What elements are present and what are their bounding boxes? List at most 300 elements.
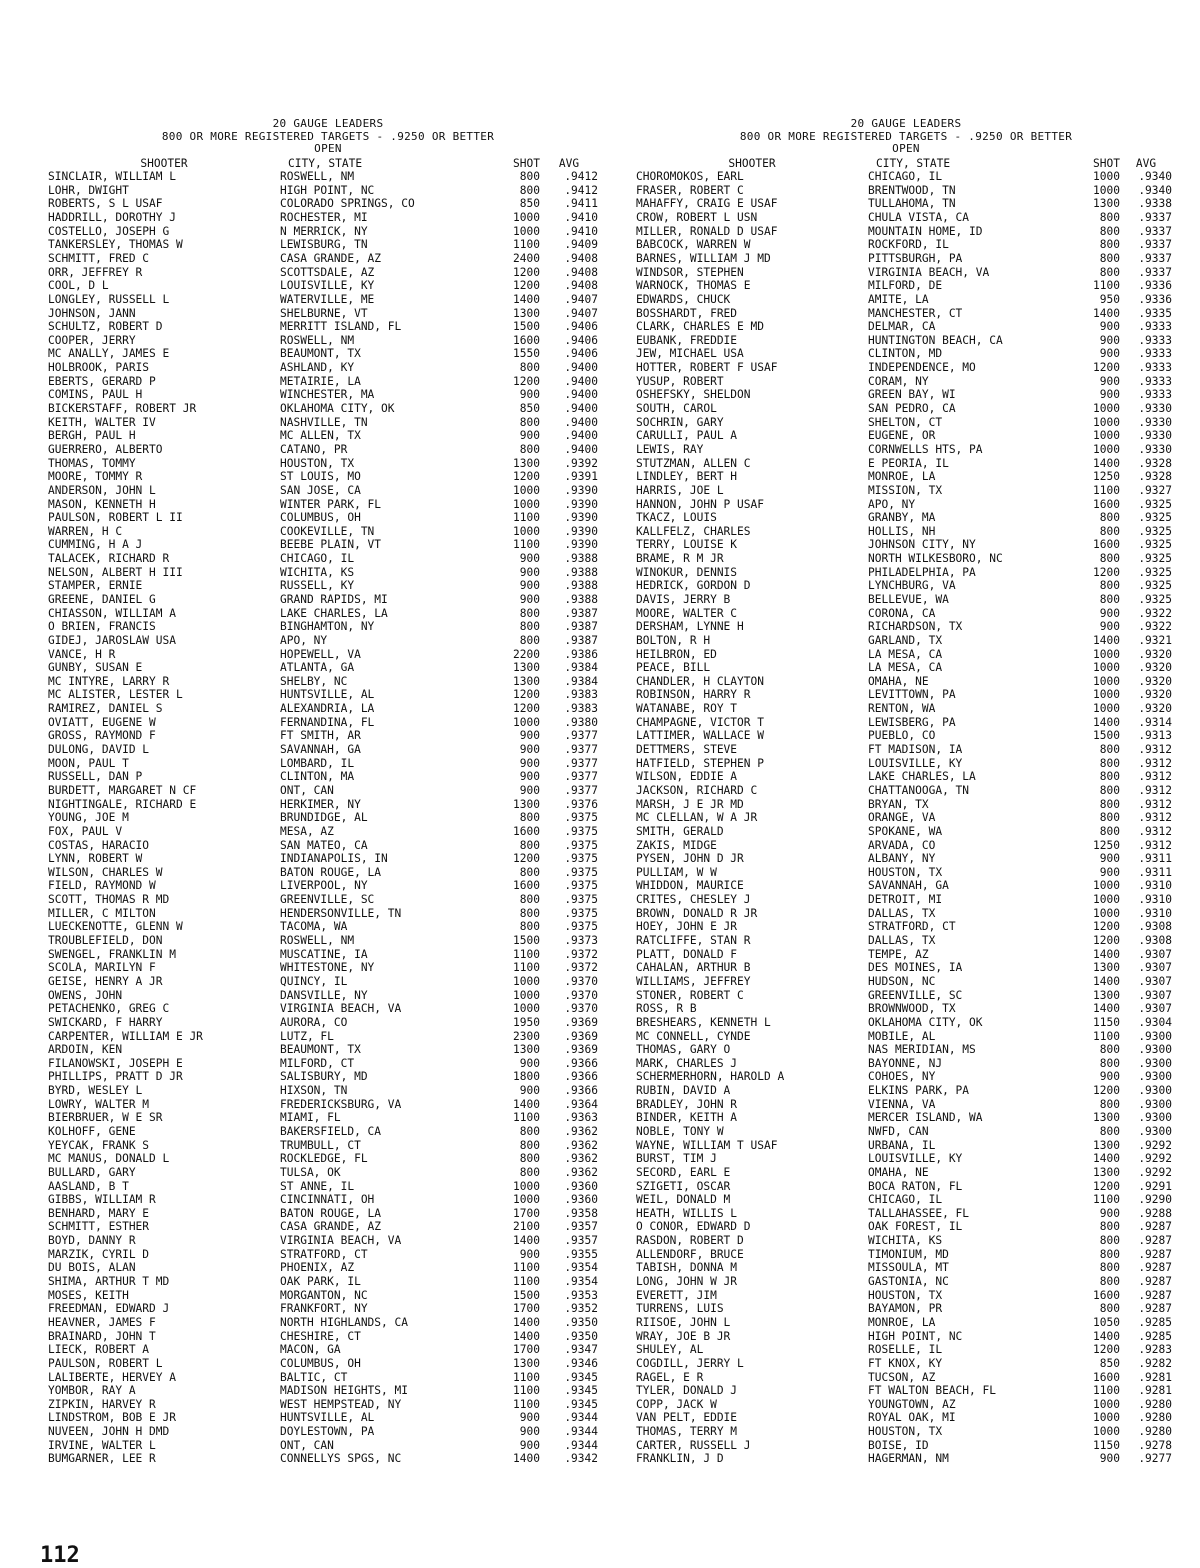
average: .9375: [564, 906, 598, 920]
shot-count: 900: [519, 1247, 540, 1261]
average: .9311: [1138, 865, 1172, 879]
city-state: CASA GRANDE, AZ: [280, 1220, 382, 1234]
table-row: [636, 457, 1176, 471]
table-row: [636, 798, 1176, 812]
average: .9353: [564, 1288, 598, 1302]
shot-count: 1600: [1093, 497, 1120, 511]
table-row: [636, 211, 1176, 225]
shooter-name: WINOKUR, DENNIS: [636, 565, 738, 579]
table-row: [636, 607, 1176, 621]
city-state: FT WALTON BEACH, FL: [868, 1384, 996, 1398]
shooter-name: SWICKARD, F HARRY: [48, 1015, 163, 1029]
shooter-name: IRVINE, WALTER L: [48, 1438, 156, 1452]
city-state: NWFD, CAN: [868, 1124, 929, 1138]
table-row: [636, 975, 1176, 989]
average: .9350: [564, 1315, 598, 1329]
shot-count: 1400: [513, 1452, 540, 1466]
shot-count: 1300: [513, 456, 540, 470]
average: .9410: [564, 211, 598, 225]
shooter-name: DERSHAM, LYNNE H: [636, 620, 744, 634]
average: .9325: [1138, 565, 1172, 579]
city-state: LOUISVILLE, KY: [868, 756, 963, 770]
table-row: [636, 225, 1176, 239]
table-row: [636, 347, 1176, 361]
shooter-name: HEATH, WILLIS L: [636, 1206, 738, 1220]
city-state: ROCHESTER, MI: [280, 211, 368, 225]
left-column-headers: [48, 157, 608, 171]
shot-count: 900: [519, 552, 540, 566]
shooter-name: RIISOE, JOHN L: [636, 1315, 731, 1329]
table-row: [48, 1166, 608, 1180]
average: .9400: [564, 415, 598, 429]
city-state: BAYAMON, PR: [868, 1302, 943, 1316]
shooter-name: DAVIS, JERRY B: [636, 593, 731, 606]
shooter-name: SZIGETI, OSCAR: [636, 1179, 731, 1193]
header-shooter: SHOOTER: [728, 156, 776, 170]
shooter-name: ROBERTS, S L USAF: [48, 197, 163, 211]
shot-count: 1600: [513, 824, 540, 838]
city-state: CORAM, NY: [868, 374, 929, 388]
table-row: [636, 375, 1176, 389]
average: .9345: [564, 1384, 598, 1398]
right-table-body: [636, 170, 1176, 1466]
shot-count: 800: [1099, 211, 1120, 225]
city-state: HUNTSVILLE, AL: [280, 1411, 375, 1425]
city-state: SAVANNAH, GA: [280, 743, 361, 757]
shot-count: 900: [519, 756, 540, 770]
header-shot: SHOT: [513, 156, 540, 170]
table-row: [636, 320, 1176, 334]
average: .9320: [1138, 661, 1172, 675]
table-row: [636, 1425, 1176, 1439]
shooter-name: SCHMITT, FRED C: [48, 251, 150, 265]
city-state: TULSA, OK: [280, 1165, 341, 1179]
shot-count: 800: [519, 442, 540, 456]
table-row: [636, 1398, 1176, 1412]
average: .9390: [564, 497, 598, 511]
average: .9312: [1138, 783, 1172, 797]
shot-count: 1200: [1093, 1343, 1120, 1357]
table-row: [48, 170, 608, 184]
average: .9377: [564, 770, 598, 784]
table-row: [48, 866, 608, 880]
table-row: [636, 1043, 1176, 1057]
average: .9372: [564, 961, 598, 975]
shot-count: 1400: [513, 1234, 540, 1248]
table-row: [48, 238, 608, 252]
city-state: COLORADO SPRINGS, CO: [280, 197, 415, 211]
shot-count: 1150: [1093, 1015, 1120, 1029]
shot-count: 900: [519, 783, 540, 797]
table-row: [48, 443, 608, 457]
shooter-name: NUVEEN, JOHN H DMD: [48, 1425, 170, 1439]
average: .9369: [564, 1043, 598, 1057]
table-row: [636, 361, 1176, 375]
city-state: RUSSELL, KY: [280, 579, 355, 593]
shot-count: 900: [1099, 374, 1120, 388]
average: .9373: [564, 934, 598, 948]
shot-count: 1000: [513, 524, 540, 538]
city-state: CATANO, PR: [280, 442, 348, 456]
average: .9390: [564, 511, 598, 525]
shot-count: 1200: [1093, 1179, 1120, 1193]
table-row: [636, 716, 1176, 730]
shooter-name: ROSS, R B: [636, 1002, 697, 1016]
city-state: TEMPE, AZ: [868, 947, 929, 961]
shooter-name: RUBIN, DAVID A: [636, 1084, 731, 1098]
average: .9336: [1138, 279, 1172, 293]
shooter-name: MARSH, J E JR MD: [636, 797, 744, 811]
shooter-name: YEYCAK, FRANK S: [48, 1138, 150, 1152]
shot-count: 1000: [1093, 906, 1120, 920]
city-state: ROSWELL, NM: [280, 934, 355, 948]
shooter-name: SCOTT, THOMAS R MD: [48, 893, 170, 907]
city-state: ROSWELL, NM: [280, 333, 355, 347]
shot-count: 900: [519, 770, 540, 784]
city-state: VIRGINIA BEACH, VA: [868, 265, 990, 279]
average: .9375: [564, 879, 598, 893]
shot-count: 800: [1099, 251, 1120, 265]
city-state: BAYONNE, NJ: [868, 1056, 943, 1070]
shooter-name: PEACE, BILL: [636, 661, 711, 675]
shot-count: 1600: [513, 333, 540, 347]
average: .9300: [1138, 1124, 1172, 1138]
table-row: [48, 1030, 608, 1044]
shooter-name: SCHMITT, ESTHER: [48, 1220, 150, 1234]
average: .9346: [564, 1356, 598, 1370]
shooter-name: WINDSOR, STEPHEN: [636, 265, 744, 279]
shooter-name: O BRIEN, FRANCIS: [48, 620, 156, 634]
city-state: BALTIC, CT: [280, 1370, 348, 1384]
average: .9406: [564, 347, 598, 361]
shooter-name: MILLER, C MILTON: [48, 906, 156, 920]
city-state: STRATFORD, CT: [280, 1247, 368, 1261]
shooter-name: FILANOWSKI, JOSEPH E: [48, 1056, 183, 1070]
shooter-name: FOX, PAUL V: [48, 824, 123, 838]
table-row: [636, 1180, 1176, 1194]
shooter-name: MC CONNELL, CYNDE: [636, 1029, 751, 1043]
city-state: SHELBURNE, VT: [280, 306, 368, 320]
table-row: [636, 552, 1176, 566]
average: .9325: [1138, 538, 1172, 552]
table-row: [636, 402, 1176, 416]
city-state: MUSCATINE, IA: [280, 947, 368, 961]
city-state: GREENVILLE, SC: [280, 893, 375, 907]
city-state: BEEBE PLAIN, VT: [280, 538, 382, 552]
city-state: MOUNTAIN HOME, ID: [868, 224, 983, 238]
shot-count: 800: [1099, 238, 1120, 252]
average: .9376: [564, 797, 598, 811]
shot-count: 900: [1099, 620, 1120, 634]
average: .9333: [1138, 320, 1172, 334]
shot-count: 1300: [513, 1356, 540, 1370]
right-title: 20 GAUGE LEADERS: [850, 117, 962, 130]
city-state: PHILADELPHIA, PA: [868, 565, 976, 579]
city-state: OKLAHOMA CITY, OK: [280, 402, 395, 416]
shooter-name: JACKSON, RICHARD C: [636, 783, 758, 797]
shooter-name: PLATT, DONALD F: [636, 947, 738, 961]
city-state: LUTZ, FL: [280, 1029, 334, 1043]
left-subtitle: 800 OR MORE REGISTERED TARGETS - .9250 OR BETTER: [161, 129, 495, 143]
city-state: BRUNDIDGE, AL: [280, 811, 368, 825]
average: .9291: [1138, 1179, 1172, 1193]
city-state: RENTON, WA: [868, 702, 936, 716]
shot-count: 1400: [1093, 1329, 1120, 1343]
shooter-name: MC ALISTER, LESTER L: [48, 688, 183, 702]
shooter-name: SHIMA, ARTHUR T MD: [48, 1275, 170, 1289]
average: .9280: [1138, 1425, 1172, 1439]
left-category: OPEN: [314, 142, 342, 155]
shooter-name: LOHR, DWIGHT: [48, 183, 129, 197]
shot-count: 800: [1099, 1275, 1120, 1289]
shooter-name: LEWIS, RAY: [636, 442, 704, 456]
shot-count: 1000: [1093, 661, 1120, 675]
table-row: [636, 511, 1176, 525]
city-state: LOUISVILLE, KY: [280, 279, 375, 293]
average: .9392: [564, 456, 598, 470]
city-state: STRATFORD, CT: [868, 920, 956, 934]
shot-count: 2400: [513, 251, 540, 265]
shooter-name: BABCOCK, WARREN W: [636, 238, 751, 252]
table-row: [48, 893, 608, 907]
shooter-name: CARTER, RUSSELL J: [636, 1438, 751, 1452]
shot-count: 1100: [513, 961, 540, 975]
shot-count: 1100: [513, 1261, 540, 1275]
average: .9375: [564, 865, 598, 879]
header-city-state: CITY, STATE: [876, 156, 951, 170]
shot-count: 800: [519, 920, 540, 934]
shot-count: 900: [519, 729, 540, 743]
shot-count: 1200: [513, 470, 540, 484]
table-row: [636, 1139, 1176, 1153]
average: .9300: [1138, 1084, 1172, 1098]
city-state: INDEPENDENCE, MO: [868, 361, 976, 375]
table-row: [48, 225, 608, 239]
city-state: HAGERMAN, NM: [868, 1452, 949, 1466]
shot-count: 1100: [513, 238, 540, 252]
average: .9328: [1138, 456, 1172, 470]
city-state: MOBILE, AL: [868, 1029, 936, 1043]
table-row: [48, 197, 608, 211]
shooter-name: BERGH, PAUL H: [48, 429, 136, 443]
city-state: LOUISVILLE, KY: [868, 1152, 963, 1166]
shot-count: 1000: [1093, 1425, 1120, 1439]
average: .9308: [1138, 920, 1172, 934]
shot-count: 900: [1099, 865, 1120, 879]
shot-count: 1400: [1093, 456, 1120, 470]
table-row: [636, 675, 1176, 689]
left-column: [48, 118, 608, 1466]
table-row: [636, 1384, 1176, 1398]
city-state: SCOTTSDALE, AZ: [280, 265, 375, 279]
table-row: [48, 1439, 608, 1453]
table-row: [636, 1289, 1176, 1303]
shot-count: 800: [1099, 1302, 1120, 1316]
table-row: [48, 1125, 608, 1139]
city-state: EUGENE, OR: [868, 429, 936, 443]
shot-count: 1600: [1093, 1288, 1120, 1302]
average: .9313: [1138, 729, 1172, 743]
table-row: [48, 634, 608, 648]
table-row: [636, 429, 1176, 443]
header-city-state: CITY, STATE: [288, 156, 363, 170]
shot-count: 1800: [513, 1070, 540, 1084]
shot-count: 1100: [1093, 1193, 1120, 1207]
city-state: N MERRICK, NY: [280, 224, 368, 238]
shot-count: 1400: [1093, 974, 1120, 988]
city-state: APO, NY: [280, 633, 328, 647]
shooter-name: COPP, JACK W: [636, 1397, 717, 1411]
table-row: [636, 1330, 1176, 1344]
shot-count: 800: [1099, 770, 1120, 784]
shooter-name: BOYD, DANNY R: [48, 1234, 136, 1248]
shot-count: 1050: [1093, 1315, 1120, 1329]
right-category: OPEN: [892, 142, 920, 155]
shooter-name: PAULSON, ROBERT L II: [48, 511, 183, 525]
shooter-name: GIDEJ, JAROSLAW USA: [48, 633, 176, 647]
table-row: [636, 1057, 1176, 1071]
city-state: MC ALLEN, TX: [280, 429, 361, 443]
average: .9407: [564, 292, 598, 306]
shooter-name: SOCHRIN, GARY: [636, 415, 724, 429]
shooter-name: GUERRERO, ALBERTO: [48, 442, 163, 456]
shooter-name: HOTTER, ROBERT F USAF: [636, 361, 778, 375]
average: .9362: [564, 1165, 598, 1179]
shot-count: 800: [519, 1165, 540, 1179]
table-row: [48, 1098, 608, 1112]
shot-count: 1200: [1093, 1084, 1120, 1098]
shooter-name: BICKERSTAFF, ROBERT JR: [48, 402, 197, 416]
shot-count: 900: [1099, 1070, 1120, 1084]
city-state: TUCSON, AZ: [868, 1370, 936, 1384]
shot-count: 800: [1099, 1247, 1120, 1261]
table-row: [48, 934, 608, 948]
shooter-name: OWENS, JOHN: [48, 988, 123, 1002]
shot-count: 1400: [1093, 633, 1120, 647]
shot-count: 1950: [513, 1015, 540, 1029]
average: .9338: [1138, 197, 1172, 211]
shot-count: 1300: [1093, 988, 1120, 1002]
shot-count: 800: [519, 415, 540, 429]
shot-count: 1000: [1093, 429, 1120, 443]
shooter-name: STAMPER, ERNIE: [48, 579, 143, 593]
table-row: [48, 798, 608, 812]
table-row: [636, 688, 1176, 702]
table-row: [636, 266, 1176, 280]
city-state: DALLAS, TX: [868, 906, 936, 920]
shot-count: 1100: [1093, 1029, 1120, 1043]
city-state: SHELBY, NC: [280, 674, 348, 688]
shot-count: 1300: [513, 661, 540, 675]
shooter-name: CLARK, CHARLES E MD: [636, 320, 764, 334]
shot-count: 800: [1099, 579, 1120, 593]
average: .9407: [564, 306, 598, 320]
shot-count: 1700: [513, 1302, 540, 1316]
city-state: LEVITTOWN, PA: [868, 688, 956, 702]
table-row: [636, 729, 1176, 743]
table-row: [48, 429, 608, 443]
shot-count: 900: [1099, 1206, 1120, 1220]
city-state: COHOES, NY: [868, 1070, 936, 1084]
average: .9325: [1138, 593, 1172, 606]
average: .9307: [1138, 988, 1172, 1002]
shot-count: 1200: [513, 265, 540, 279]
shooter-name: GREENE, DANIEL G: [48, 593, 156, 606]
table-row: [636, 811, 1176, 825]
table-row: [48, 211, 608, 225]
table-row: [48, 375, 608, 389]
shot-count: 900: [1099, 606, 1120, 620]
shot-count: 1300: [1093, 1165, 1120, 1179]
shooter-name: SCOLA, MARILYN F: [48, 961, 156, 975]
shooter-name: HOEY, JOHN E JR: [636, 920, 738, 934]
shot-count: 1600: [1093, 1370, 1120, 1384]
shot-count: 800: [1099, 811, 1120, 825]
table-row: [636, 197, 1176, 211]
city-state: URBANA, IL: [868, 1138, 936, 1152]
shot-count: 800: [1099, 1043, 1120, 1057]
average: .9355: [564, 1247, 598, 1261]
table-row: [48, 1316, 608, 1330]
table-row: [636, 498, 1176, 512]
shooter-name: CHIASSON, WILLIAM A: [48, 606, 176, 620]
table-row: [636, 1275, 1176, 1289]
shooter-name: PYSEN, JOHN D JR: [636, 852, 744, 866]
shot-count: 1200: [1093, 920, 1120, 934]
shooter-name: SWENGEL, FRANKLIN M: [48, 947, 176, 961]
shooter-name: HANNON, JOHN P USAF: [636, 497, 764, 511]
shot-count: 800: [1099, 756, 1120, 770]
shooter-name: KOLHOFF, GENE: [48, 1124, 136, 1138]
table-row: [48, 1261, 608, 1275]
shot-count: 800: [1099, 552, 1120, 566]
average: .9290: [1138, 1193, 1172, 1207]
shooter-name: BURST, TIM J: [636, 1152, 717, 1166]
shot-count: 1300: [513, 797, 540, 811]
shot-count: 1400: [513, 1315, 540, 1329]
average: .9310: [1138, 906, 1172, 920]
table-row: [48, 989, 608, 1003]
shooter-name: VANCE, H R: [48, 647, 116, 661]
city-state: FREDERICKSBURG, VA: [280, 1097, 402, 1111]
average: .9310: [1138, 879, 1172, 893]
table-row: [636, 1166, 1176, 1180]
shot-count: 800: [1099, 824, 1120, 838]
city-state: HIGH POINT, NC: [280, 183, 375, 197]
city-state: TALLAHASSEE, FL: [868, 1206, 970, 1220]
table-row: [48, 388, 608, 402]
city-state: AURORA, CO: [280, 1015, 348, 1029]
shot-count: 1600: [513, 879, 540, 893]
shot-count: 1100: [1093, 1384, 1120, 1398]
shot-count: 1000: [1093, 1397, 1120, 1411]
average: .9287: [1138, 1288, 1172, 1302]
average: .9388: [564, 565, 598, 579]
shooter-name: COGDILL, JERRY L: [636, 1356, 744, 1370]
average: .9285: [1138, 1315, 1172, 1329]
city-state: ORANGE, VA: [868, 811, 936, 825]
table-row: [48, 1343, 608, 1357]
shooter-name: LALIBERTE, HERVEY A: [48, 1370, 176, 1384]
table-row: [48, 484, 608, 498]
average: .9372: [564, 947, 598, 961]
shooter-name: BENHARD, MARY E: [48, 1206, 150, 1220]
city-state: MACON, GA: [280, 1343, 341, 1357]
shot-count: 1000: [1093, 702, 1120, 716]
average: .9304: [1138, 1015, 1172, 1029]
table-row: [48, 320, 608, 334]
shot-count: 2300: [513, 1029, 540, 1043]
